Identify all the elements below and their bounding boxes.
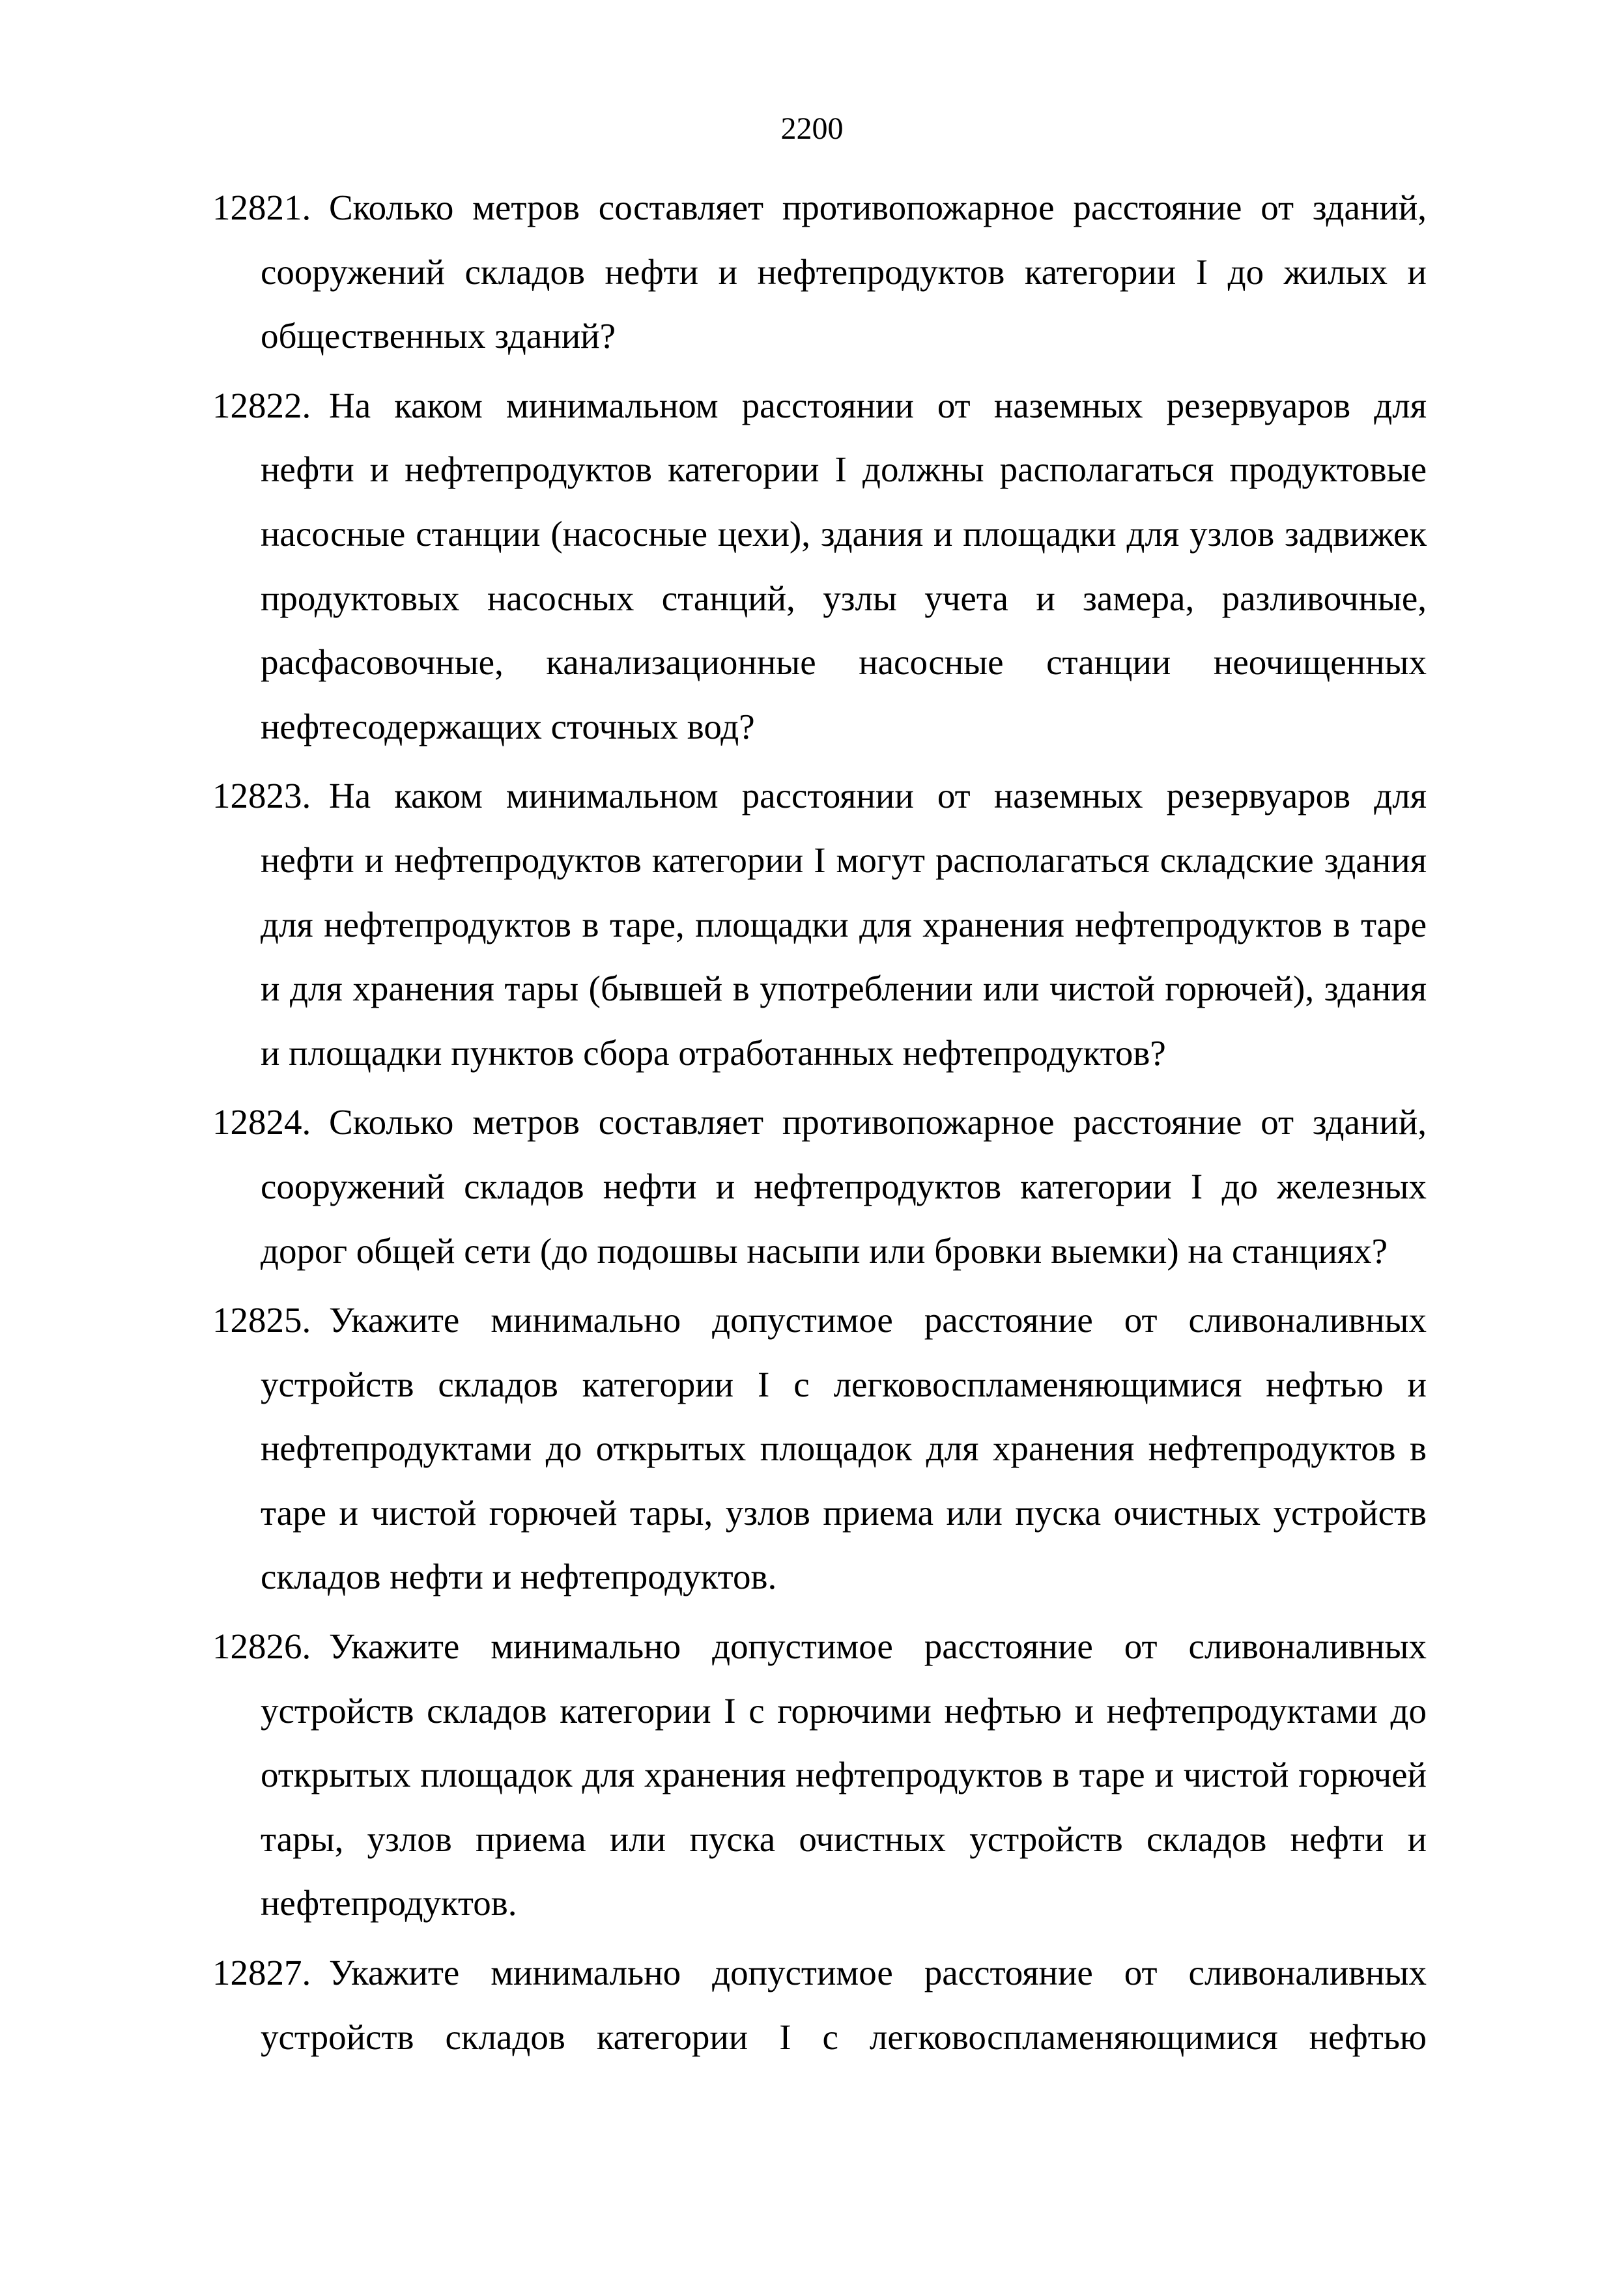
question-item — [212, 1090, 1427, 1283]
question-text: На каком минимальном расстоянии от наземных резервуаров для нефти и нефтепродуктов категории I должны располагаться продуктовые насосные станции (насосные цехи), здания и площадки для узлов задвижек продуктовых насосных станций, узлы учета и замера, разливочные, расфасовочные, канализационные насосные станции неочищенных нефтесодержащих сточных вод? — [261, 385, 1427, 746]
question-item — [212, 1288, 1427, 1609]
question-text: Укажите минимально допустимое расстояние от сливоналивных устройств складов категории I с легковоспламеняющимися нефтью и нефтепродуктами до открытых площадок для хранения нефтепродуктов в таре и чистой горючей тары, узлов приема или пуска очистных устройств складов нефти и нефтепродуктов. — [261, 1300, 1427, 1597]
question-number: 12825. — [212, 1300, 311, 1340]
question-number: 12822. — [212, 385, 311, 425]
question-text: На каком минимальном расстоянии от наземных резервуаров для нефти и нефтепродуктов категории I могут располагаться складские здания для нефтепродуктов в таре, площадки для хранения нефтепродуктов в таре и для хранения тары (бывшей в употреблении или чистой горючей), здания и площадки пунктов сбора отработанных нефтепродуктов? — [261, 776, 1427, 1073]
question-number: 12826. — [212, 1626, 311, 1667]
question-item — [212, 176, 1427, 369]
question-number: 12823. — [212, 776, 311, 816]
question-text: Укажите минимально допустимое расстояние от сливоналивных устройств складов категории I с горючими нефтью и нефтепродуктами до открытых площадок для хранения нефтепродуктов в таре и чистой горючей тары, узлов приема или пуска очистных устройств складов нефти и нефтепродуктов. — [261, 1626, 1427, 1923]
question-item — [212, 374, 1427, 759]
question-item — [212, 1941, 1427, 2069]
question-item — [212, 764, 1427, 1085]
question-list — [212, 176, 1427, 2075]
question-item — [212, 1615, 1427, 1936]
question-number: 12824. — [212, 1102, 311, 1142]
question-text: Укажите минимально допустимое расстояние от сливоналивных устройств складов категории I с легковоспламеняющимися нефтью — [261, 1953, 1427, 2057]
page-number: 2200 — [780, 111, 844, 146]
question-text: Сколько метров составляет противопожарное расстояние от зданий, сооружений складов нефти и нефтепродуктов категории I до жилых и общественных зданий? — [261, 188, 1427, 356]
question-number: 12827. — [212, 1953, 311, 1993]
question-number: 12821. — [212, 188, 311, 227]
question-text: Сколько метров составляет противопожарное расстояние от зданий, сооружений складов нефти и нефтепродуктов категории I до железных дорог общей сети (до подошвы насыпи или бровки выемки) на станциях? — [261, 1102, 1427, 1271]
